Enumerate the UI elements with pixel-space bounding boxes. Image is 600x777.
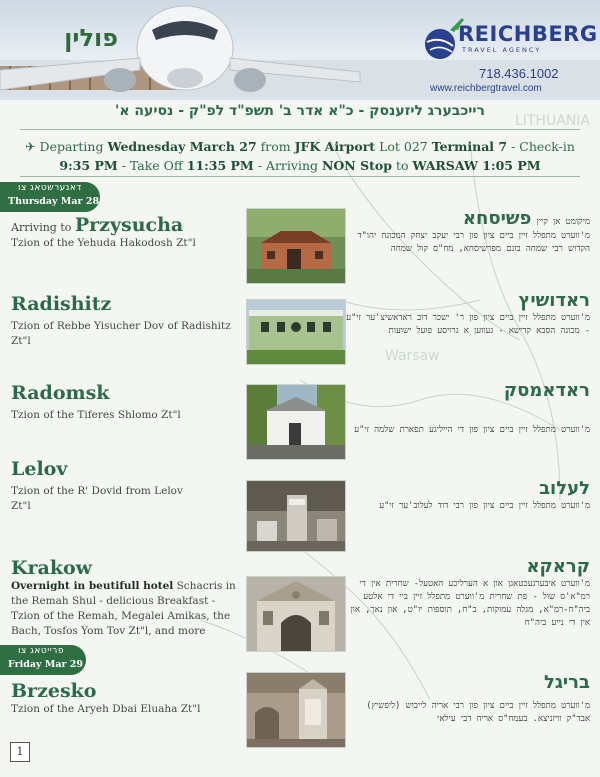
stop-radomsk-hebrew: ראדאמסק מ'ווערט מתפלל זיין ביים ציון פון די הייליגע תפארת שלמה זי"ע <box>354 380 590 435</box>
stop-lelov: Lelov Tzion of the R' Dovid from Lelov Zt"l <box>11 458 183 512</box>
photo-przysucha <box>246 208 346 284</box>
stop-krakow-hebrew: קראקא מ'ווערט איבערנעכטאגן און א הערליכע האטעל- שחרית אין די רמ"א'ס שול - פת שחרית מ'ווערט מתפלל זיין ביי די אלטע ביה"ח-רמ"א, מגלה עמוקות, ב"ח, תוספות יו"ט, און נאך, און אין די נייע ביה"ח <box>350 556 590 628</box>
date-badge-friday: פרייטאג צו Friday Mar 29 <box>0 645 86 675</box>
stop-radomsk: Radomsk Tzion of the Tiferes Shlomo Zt"l <box>11 382 181 421</box>
stop-przysucha: Arriving to Przysucha Tzion of the Yehuda Hakodosh Zt"l <box>11 214 196 249</box>
svg-text:Warsaw: Warsaw <box>385 348 440 364</box>
stop-brzesko: Brzesko Tzion of the Aryeh Dbai Eluaha Zt"l <box>11 680 201 715</box>
airplane-icon: ✈ <box>25 139 36 154</box>
stop-lelov-hebrew: לעלוב מ'ווערט מתפלל זיין ביים ציון פון רבי דוד לעלוב'ער זי"ע <box>379 478 590 511</box>
agency-logo <box>422 16 598 96</box>
stop-przysucha-hebrew: מיקומט אן קיין פשיסחא מ'ווערט מתפלל זיין ביים ציון פון רבי יעקב יצחק המכונה יהו"ד הקדוש רבי שמחה בונם מפרשיסחא, מח"ס קול שמחה <box>357 208 590 254</box>
date-badge-thursday: דאנערשטאג צו Thursday Mar 28 <box>0 182 100 212</box>
photo-lelov <box>246 480 346 552</box>
agency-name: REICHBERG <box>458 22 598 46</box>
agency-phone: 718.436.1002 <box>479 66 559 81</box>
header-banner <box>0 0 600 100</box>
departure-info: ✈ Departing Wednesday March 27 from JFK Airport Lot 027 Terminal 7 - Check-in 9:35 PM - Take Off 11:35 PM - Arriving NON Stop to WARSAW 1:05 PM <box>25 139 575 173</box>
divider <box>20 129 580 130</box>
photo-brzesko <box>246 672 346 748</box>
photo-krakow <box>246 576 346 652</box>
trip-title-hebrew: רייכבערג ליזענסק - כ"א אדר ב' תשפ"ד לפ"ק - נסיעה א' <box>115 103 485 119</box>
svg-text:LITHUANIA: LITHUANIA <box>515 113 591 129</box>
stop-radishitz-hebrew: ראדושיץ מ'ווערט מתפלל זיין ביים ציון פון ר' ישכר דוב ראדאשיצ'ער זי"ע - מכונה הסבא קדישא - געווען א גרויסע פועל ישועות <box>346 290 590 336</box>
stop-radishitz: Radishitz Tzion of Rebbe Yisucher Dov of Radishitz Zt"l <box>11 293 231 347</box>
photo-radomsk <box>246 384 346 460</box>
page-title-hebrew: פולין <box>64 24 118 52</box>
agency-subtitle: TRAVEL AGENCY <box>462 46 542 54</box>
page-number: 1 <box>10 742 30 762</box>
photo-radishitz <box>246 299 346 365</box>
stop-krakow: Krakow Overnight in beutifull hotel Schacris in the Remah Shul - delicious Breakfast - Tzion of the Remah, Megalei Amikas, the Bach, Tosfos Yom Tov Zt"l, and more <box>11 557 236 637</box>
agency-website[interactable]: www.reichbergtravel.com <box>430 83 542 94</box>
divider <box>20 176 580 177</box>
stop-brzesko-hebrew: בריגל מ'ווערט מתפלל זיין ביים ציון פון רבי אריה לייבוש (ליפשיץ) אבד"ק וויזניצא. בעמח"ס אריה דבי עילאי <box>366 672 590 724</box>
